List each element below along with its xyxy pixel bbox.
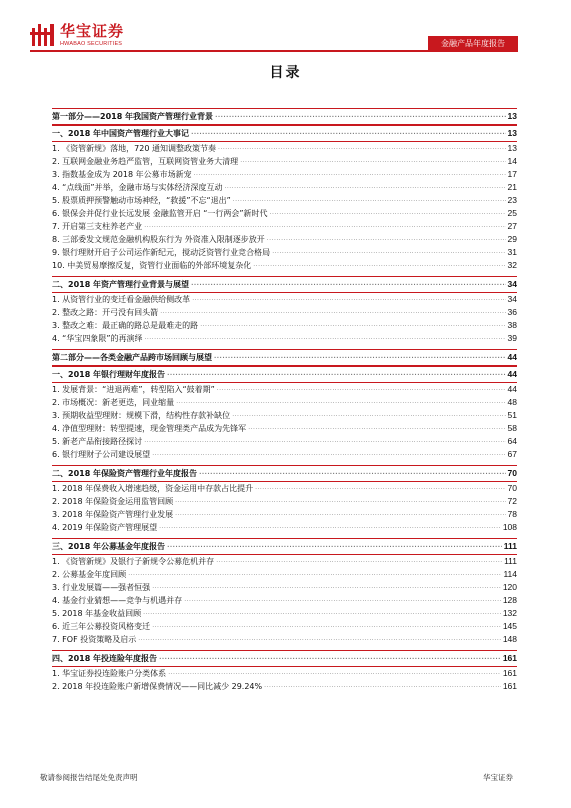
toc-page-number: 161: [502, 668, 517, 678]
toc-leader-dots: [167, 366, 505, 383]
toc-page-number: 161: [502, 653, 517, 663]
toc-leader-dots: [168, 667, 501, 680]
toc-leader-dots: [199, 465, 505, 482]
toc-entry-title: 4. 基金行业猜想——竞争与机遇并存: [52, 596, 183, 605]
toc-section-row[interactable]: [52, 276, 517, 293]
toc-entry-title: 一、2018 年银行理财年度报告: [52, 370, 166, 379]
toc-entry-title: 4. “点线面”并举，金融市场与实体经济深度互动: [52, 183, 223, 192]
toc-entry-title: 2. 整改之路：开弓没有回头箭: [52, 308, 159, 317]
toc-page-number: 13: [507, 128, 517, 138]
toc-entry-title: 1. 从资管行业的变迁看金融供给侧改革: [52, 295, 191, 304]
toc-page-number: 148: [502, 634, 517, 644]
toc-page-number: 108: [502, 522, 517, 532]
toc-leader-dots: [128, 568, 501, 581]
toc-entry-title: 5. 股票质押预警触动市场神经，“救援”不忘“退出”: [52, 196, 231, 205]
toc-entry-title: 7. FOF 投资策略及启示: [52, 635, 137, 644]
toc-item-row[interactable]: [52, 246, 517, 259]
toc-leader-dots: [144, 332, 505, 345]
toc-item-row[interactable]: [52, 409, 517, 422]
toc-item-row[interactable]: [52, 181, 517, 194]
toc-item-row[interactable]: [52, 396, 517, 409]
toc-item-row[interactable]: [52, 620, 517, 633]
toc-page-number: 25: [507, 208, 517, 218]
toc-page-number: 13: [507, 143, 517, 153]
toc-entry-title: 4. 2019 年保险资产管理展望: [52, 523, 158, 532]
toc-entry-title: 四、2018 年投连险年度报告: [52, 654, 158, 663]
toc-entry-title: 5. 新老产品衔接路径探讨: [52, 437, 143, 446]
toc-leader-dots: [144, 435, 505, 448]
toc-leader-dots: [217, 383, 506, 396]
toc-leader-dots: [264, 680, 501, 693]
toc-page-number: 48: [507, 397, 517, 407]
toc-entry-title: 4. 净值型理财：转型提速，现金管理类产品成为先锋军: [52, 424, 247, 433]
toc-leader-dots: [218, 142, 506, 155]
toc-leader-dots: [255, 482, 505, 495]
toc-page-number: 31: [507, 247, 517, 257]
toc-item-row[interactable]: [52, 667, 517, 680]
toc-page-number: 161: [502, 681, 517, 691]
toc-section-row[interactable]: [52, 366, 517, 383]
toc-leader-dots: [267, 233, 506, 246]
toc-entry-title: 3. 预期收益型理财：规模下滑，结构性存款补缺位: [52, 411, 231, 420]
toc-leader-dots: [248, 422, 505, 435]
toc-entry-title: 6. 近三年公募投资风格变迁: [52, 622, 151, 631]
toc-leader-dots: [192, 293, 505, 306]
toc-item-row[interactable]: [52, 568, 517, 581]
toc-entry-title: 1. 《资管新规》及银行子新规令公募危机并存: [52, 557, 215, 566]
toc-item-row[interactable]: [52, 142, 517, 155]
toc-leader-dots: [191, 276, 505, 293]
toc-entry-title: 4. “华宝四象限”的再演绎: [52, 334, 143, 343]
toc-item-row[interactable]: [52, 435, 517, 448]
toc-item-row[interactable]: [52, 495, 517, 508]
toc-page-number: 23: [507, 195, 517, 205]
toc-entry-title: 第二部分——各类金融产品跨市场回顾与展望: [52, 353, 212, 362]
toc-entry-title: 6. 银行理财子公司建设展望: [52, 450, 151, 459]
toc-item-row[interactable]: [52, 594, 517, 607]
toc-entry-title: 2. 2018 年投连险账户新增保费情况——同比减少 29.24%: [52, 682, 263, 691]
toc-leader-dots: [167, 538, 502, 555]
toc-item-row[interactable]: [52, 422, 517, 435]
toc-section-row[interactable]: [52, 650, 517, 667]
toc-page-number: 44: [507, 384, 517, 394]
toc-leader-dots: [194, 168, 506, 181]
toc-item-row[interactable]: [52, 581, 517, 594]
toc-page-number: 111: [503, 541, 517, 551]
toc-leader-dots: [176, 396, 505, 409]
toc-entry-title: 6. 银保会并促行业长远发展 金融监管开启 “一行两会”新时代: [52, 209, 268, 218]
toc-page-number: 120: [502, 582, 517, 592]
brand-name-en: HWABAO SECURITIES: [60, 41, 123, 47]
toc-page-number: 128: [502, 595, 517, 605]
toc-leader-dots: [214, 349, 506, 366]
toc-entry-title: 第一部分——2018 年我国资产管理行业背景: [52, 112, 214, 121]
toc-page-number: 114: [503, 569, 517, 579]
toc-entry-title: 一、2018 年中国资产管理行业大事记: [52, 129, 190, 138]
toc-item-row[interactable]: [52, 383, 517, 396]
toc-leader-dots: [224, 181, 505, 194]
toc-leader-dots: [270, 207, 506, 220]
toc-leader-dots: [159, 521, 501, 534]
toc-page-number: 132: [502, 608, 517, 618]
toc-item-row[interactable]: [52, 555, 517, 568]
toc-leader-dots: [175, 508, 505, 521]
toc-entry-title: 1. 华宝证券投连险账户分类体系: [52, 669, 167, 678]
toc-page-number: 111: [504, 556, 517, 566]
toc-leader-dots: [272, 246, 505, 259]
toc-entry-title: 7. 开启第三支柱养老产业: [52, 222, 143, 231]
toc-entry-title: 二、2018 年保险资产管理行业年度报告: [52, 469, 198, 478]
toc-leader-dots: [253, 259, 505, 272]
toc-item-row[interactable]: [52, 607, 517, 620]
report-type-tag: 金融产品年度报告: [428, 36, 518, 52]
toc-leader-dots: [175, 495, 505, 508]
toc-entry-title: 9. 银行理财开启子公司运作新纪元，搅动泛资管行业竞合格局: [52, 248, 271, 257]
toc-title: 目录: [269, 65, 302, 81]
footer-brand: 华宝证券: [483, 773, 513, 782]
toc-entry-title: 5. 2018 年基金收益回顾: [52, 609, 142, 618]
toc-leader-dots: [232, 409, 505, 422]
toc-leader-dots: [152, 581, 501, 594]
toc-item-row[interactable]: [52, 194, 517, 207]
toc-item-row[interactable]: [52, 319, 517, 332]
toc-item-row[interactable]: [52, 233, 517, 246]
toc-entry-title: 2. 2018 年保险资金运用监管回顾: [52, 497, 174, 506]
toc-entry-title: 2. 互联网金融业务趋严监管，互联网资管业务大清理: [52, 157, 239, 166]
toc-item-row[interactable]: [52, 220, 517, 233]
toc-leader-dots: [216, 555, 502, 568]
toc-entry-title: 8. 三部委发文规范金融机构股东行为 外资准入限制逐步放开: [52, 235, 265, 244]
toc-page-number: 17: [507, 169, 517, 179]
toc-page-number: 34: [507, 294, 517, 304]
toc-leader-dots: [144, 220, 505, 233]
toc-item-row[interactable]: [52, 448, 517, 461]
toc-item-row[interactable]: [52, 155, 517, 168]
toc-page-number: 38: [507, 320, 517, 330]
toc-leader-dots: [160, 306, 505, 319]
toc-entry-title: 1. 《资管新规》落地，720 通知调整政策节奏: [52, 144, 216, 153]
toc-page-number: 21: [507, 182, 517, 192]
toc-page-number: 32: [507, 260, 517, 270]
toc-entry-title: 3. 行业发展篇——强者恒强: [52, 583, 151, 592]
toc-page-number: 13: [507, 111, 517, 121]
toc-page-number: 64: [507, 436, 517, 446]
toc-entry-title: 二、2018 年资产管理行业背景与展望: [52, 280, 190, 289]
toc-leader-dots: [240, 155, 505, 168]
toc-entry-title: 3. 指数基金成为 2018 年公募市场新宠: [52, 170, 192, 179]
toc-leader-dots: [152, 620, 501, 633]
toc-leader-dots: [152, 448, 505, 461]
toc-item-row[interactable]: [52, 521, 517, 534]
toc-part-row[interactable]: [52, 108, 517, 125]
toc-leader-dots: [215, 108, 505, 125]
toc-leader-dots: [138, 633, 501, 646]
toc-entry-title: 2. 公募基金年度回顾: [52, 570, 127, 579]
toc-entry-title: 1. 发展背景：“进退两难”，转型陷入“鼓着期”: [52, 385, 215, 394]
brand-logo: [30, 22, 160, 52]
disclaimer-note: 敬请参阅报告结尾处免责声明: [40, 773, 138, 782]
toc-page-number: 44: [507, 352, 517, 362]
toc-item-row[interactable]: [52, 168, 517, 181]
toc-page-number: 67: [507, 449, 517, 459]
toc-part-row[interactable]: [52, 349, 517, 366]
toc-page-number: 27: [507, 221, 517, 231]
toc-page-number: 70: [507, 468, 517, 478]
toc-item-row[interactable]: [52, 680, 517, 693]
toc-page-number: 29: [507, 234, 517, 244]
toc-page-number: 78: [507, 509, 517, 519]
toc-page-number: 14: [507, 156, 517, 166]
toc-item-row[interactable]: [52, 306, 517, 319]
toc-item-row[interactable]: [52, 508, 517, 521]
toc-item-row[interactable]: [52, 293, 517, 306]
toc-leader-dots: [143, 607, 501, 620]
toc-entry-title: 三、2018 年公募基金年度报告: [52, 542, 166, 551]
toc-item-row[interactable]: [52, 633, 517, 646]
toc-leader-dots: [200, 319, 505, 332]
toc-entry-title: 2. 市场概况：新老更迭，同业缩量: [52, 398, 175, 407]
toc-leader-dots: [159, 650, 501, 667]
toc-page-number: 58: [507, 423, 517, 433]
toc-leader-dots: [191, 125, 505, 142]
table-of-contents: [52, 108, 517, 693]
toc-item-row[interactable]: [52, 259, 517, 272]
page-header: [0, 0, 571, 60]
toc-page-number: 72: [507, 496, 517, 506]
toc-item-row[interactable]: [52, 207, 517, 220]
toc-section-row[interactable]: [52, 125, 517, 142]
toc-page-number: 70: [507, 483, 517, 493]
toc-page-number: 51: [507, 410, 517, 420]
toc-entry-title: 10. 中美贸易摩擦反复，资管行业面临的外部环境复杂化: [52, 261, 252, 270]
toc-page-number: 36: [507, 307, 517, 317]
toc-entry-title: 1. 2018 年保费收入增速趋缓，资金运用中存款占比提升: [52, 484, 254, 493]
toc-page-number: 39: [507, 333, 517, 343]
toc-entry-title: 3. 2018 年保险资产管理行业发展: [52, 510, 174, 519]
brand-name-cn: 华宝证券: [60, 22, 125, 40]
toc-leader-dots: [184, 594, 501, 607]
toc-leader-dots: [233, 194, 506, 207]
toc-page-number: 34: [507, 279, 517, 289]
toc-section-row[interactable]: [52, 465, 517, 482]
toc-item-row[interactable]: [52, 332, 517, 345]
toc-entry-title: 3. 整改之难：最正确的路总是最难走的路: [52, 321, 199, 330]
toc-page-number: 44: [507, 369, 517, 379]
toc-section-row[interactable]: [52, 538, 517, 555]
toc-page-number: 145: [502, 621, 517, 631]
brand-logo-icon: [30, 22, 56, 48]
toc-item-row[interactable]: [52, 482, 517, 495]
